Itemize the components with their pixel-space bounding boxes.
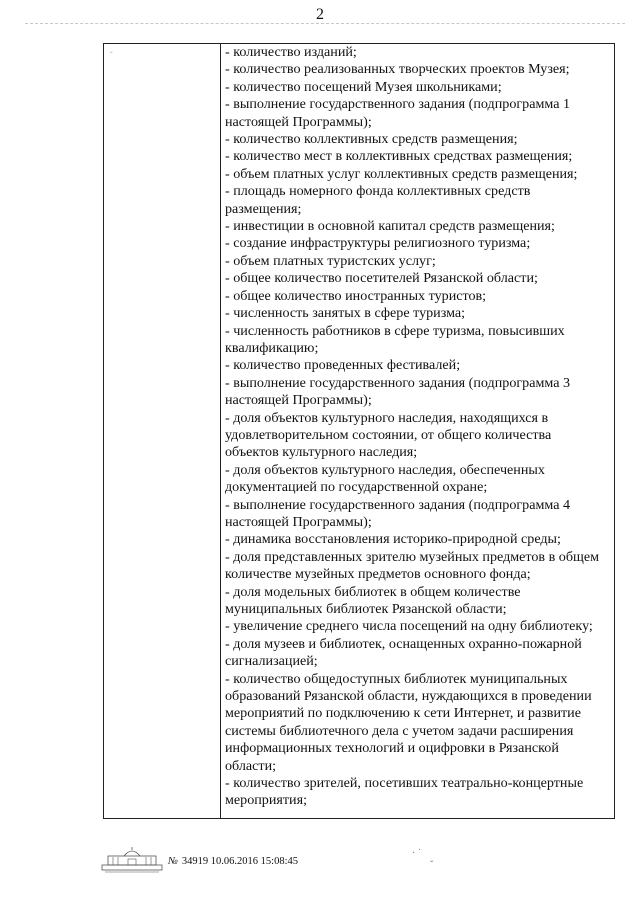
indicator-item: - количество мест в коллективных средствах размещения; — [225, 148, 573, 165]
scan-mark: ˘ — [110, 50, 113, 59]
number-symbol: № — [168, 856, 178, 867]
indicator-item: - количество посещений Музея школьниками; — [225, 78, 502, 95]
indicators-table — [103, 43, 615, 819]
scan-speck: ˇ — [430, 860, 434, 871]
indicator-item: - увеличение среднего числа посещений на одну библиотеку; — [225, 618, 593, 635]
indicator-item: - количество изданий; — [225, 44, 357, 60]
indicator-item: - доля объектов культурного наследия, обеспеченных документацией по государственной охране; — [225, 461, 545, 496]
indicator-item: - доля представленных зрителю музейных предметов в общем количестве музейных предметов основного фонда; — [225, 548, 600, 583]
indicator-item: - численность работников в сфере туризма, повысивших квалификацию; — [225, 322, 565, 356]
indicator-item: - создание инфраструктуры религиозного туризма; — [225, 235, 531, 252]
indicator-item: - инвестиции в основной капитал средств размещения; — [225, 218, 555, 235]
registration-stamp — [168, 856, 298, 867]
indicator-item: - общее количество посетителей Рязанской области; — [225, 270, 538, 287]
indicator-item: - доля музеев и библиотек, оснащенных охранно-пожарной сигнализацией; — [225, 635, 582, 670]
indicator-item: - количество реализованных творческих проектов Музея; — [225, 61, 570, 78]
government-seal-icon — [100, 846, 164, 874]
table-right-cell — [221, 44, 614, 818]
indicator-item: - динамика восстановления историко-природной среды; — [225, 531, 561, 548]
page-number: 2 — [316, 6, 324, 23]
indicator-item: - доля модельных библиотек в общем количестве муниципальных библиотек Рязанской области; — [225, 583, 521, 617]
table-left-cell — [104, 44, 221, 818]
indicator-item: - доля объектов культурного наследия, находящихся в удовлетворительном состоянии, от общего количества объектов культурного наследия; — [225, 409, 552, 461]
document-footer — [100, 846, 530, 876]
scan-speck: · ˙ — [412, 848, 422, 859]
scan-artifact-line — [25, 23, 625, 24]
indicator-item: - выполнение государственного задания (подпрограмма 1 настоящей Программы); — [225, 96, 571, 130]
indicator-item: - количество проведенных фестивалей; — [225, 357, 461, 374]
indicator-item: - количество зрителей, посетивших театрально-концертные мероприятия; — [225, 775, 584, 809]
indicator-item: - количество общедоступных библиотек муниципальных образований Рязанской области, нуждающихся в проведении мероприятий по подключению к сети Интернет, и развитие системы библиотечного дела с учетом задачи расширения информационных технологий и оцифровки в Рязанской области; — [225, 670, 592, 774]
indicator-item: - площадь номерного фонда коллективных средств размещения; — [225, 183, 531, 217]
indicator-item: - численность занятых в сфере туризма; — [225, 305, 466, 322]
indicator-item: - объем платных туристских услуг; — [225, 252, 436, 269]
indicator-item: - объем платных услуг коллективных средств размещения; — [225, 165, 578, 182]
indicator-item: - выполнение государственного задания (подпрограмма 3 настоящей Программы); — [225, 374, 571, 409]
indicator-item: - общее количество иностранных туристов; — [225, 287, 487, 304]
indicator-item: - выполнение государственного задания (подпрограмма 4 настоящей Программы); — [225, 496, 571, 530]
stamp-text: 34919 10.06.2016 15:08:45 — [181, 856, 298, 867]
indicator-item: - количество коллективных средств размещения; — [225, 131, 518, 148]
